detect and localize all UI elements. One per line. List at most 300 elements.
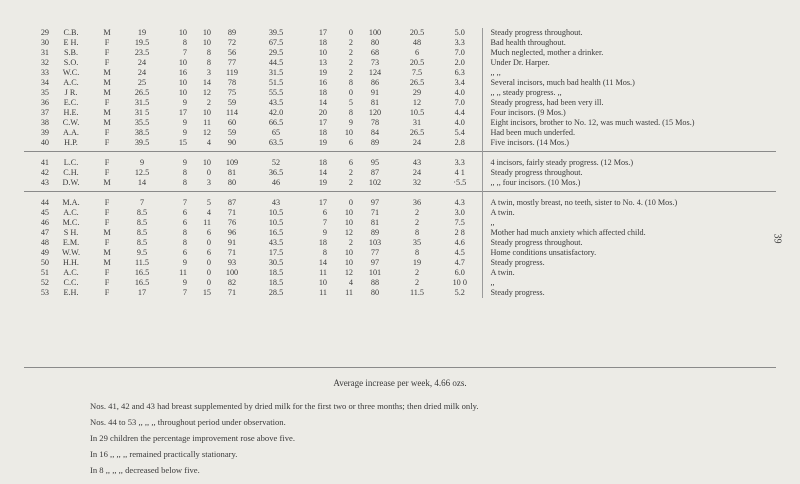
table-cell: F	[104, 218, 110, 227]
table-cell: 10	[188, 152, 212, 169]
table-cell: 100	[225, 268, 239, 277]
table-cell: 8	[182, 38, 187, 47]
table-cell: 11.5	[409, 288, 425, 297]
table-cell: 46	[271, 178, 281, 187]
table-cell: 8.5	[136, 228, 148, 237]
table-row	[24, 38, 776, 48]
table-cell: 7	[122, 192, 162, 209]
table-cell: 124	[368, 68, 382, 77]
table-cell: L.C.	[50, 152, 92, 169]
table-cell: 9	[182, 128, 187, 137]
table-cell: 17	[300, 192, 328, 209]
table-cell: D.W.	[62, 178, 80, 187]
table-cell: 18	[300, 152, 328, 169]
table-cell: 20.5	[409, 28, 425, 37]
table-cell: 14	[318, 168, 327, 177]
footnote: In 16 ,, ,, ,, remained practically stationary.	[90, 449, 238, 459]
table-cell: 2	[414, 208, 420, 217]
table-row	[24, 28, 776, 38]
table-cell: 39.5	[268, 28, 284, 37]
table-cell: 19	[318, 138, 327, 147]
table-cell: 18.5	[268, 278, 284, 287]
table-cell: F	[104, 58, 110, 67]
table-cell: 6	[322, 208, 327, 217]
table-cell: E.M.	[62, 238, 80, 247]
table-cell: 97	[354, 192, 396, 209]
table-cell: 20.5	[409, 58, 425, 67]
table-cell: 114	[226, 108, 238, 117]
table-cell: 89	[227, 28, 237, 37]
table-cell: F	[104, 38, 110, 47]
table-row	[24, 192, 776, 209]
table-cell: 55.5	[268, 88, 284, 97]
table-cell: 33	[40, 68, 49, 77]
table-cell: 12	[202, 88, 211, 97]
table-cell: M	[103, 108, 111, 117]
table-cell: 82	[227, 278, 237, 287]
table-cell: 6	[182, 208, 187, 217]
table-cell: A.C.	[63, 268, 79, 277]
table-cell: 5.2	[454, 288, 465, 297]
table-cell: 80	[370, 38, 380, 47]
table-cell: 109	[212, 152, 252, 169]
remarks-cell: Steady progress.	[482, 258, 776, 268]
table-cell: 9	[322, 228, 327, 237]
table-cell: 91	[370, 88, 380, 97]
table-cell: 7	[182, 48, 187, 57]
table-cell: 14	[318, 98, 327, 107]
table-cell: 5.0	[454, 28, 465, 37]
table-cell: 17	[318, 28, 327, 37]
table-cell: 15	[202, 288, 211, 297]
table-cell: 16	[178, 68, 187, 77]
table-cell: 81	[370, 218, 380, 227]
table-cell: F	[104, 288, 110, 297]
table-cell: 10	[344, 248, 353, 257]
table-cell: 42.0	[268, 108, 284, 117]
table-cell: 7	[322, 218, 327, 227]
table-cell: M	[103, 78, 111, 87]
table-cell: H.P.	[64, 138, 78, 147]
table-cell: F	[104, 268, 110, 277]
table-cell: 10	[178, 78, 187, 87]
table-cell: 12	[412, 98, 422, 107]
table-row	[24, 168, 776, 178]
table-cell: 8.5	[136, 238, 148, 247]
remarks-cell: A twin, mostly breast, no teeth, sister to No. 4. (10 Mos.)	[482, 192, 776, 209]
table-cell: 6.0	[454, 268, 465, 277]
table-cell: 9	[182, 258, 187, 267]
table-cell: 29.5	[268, 48, 284, 57]
table-cell: 14	[202, 78, 211, 87]
table-cell: 4.0	[454, 118, 465, 127]
table-cell: 32	[40, 58, 49, 67]
table-cell: 36.5	[268, 168, 284, 177]
table-cell: 44	[24, 192, 50, 209]
table-cell: 10	[344, 218, 353, 227]
table-cell: 6	[328, 152, 354, 169]
table-cell: 63.5	[268, 138, 284, 147]
table-cell: 35	[40, 88, 49, 97]
table-cell: 31 5	[134, 108, 150, 117]
table-cell: 88	[370, 278, 380, 287]
table-cell: 4.7	[454, 258, 465, 267]
table-cell: H.E.	[63, 108, 79, 117]
table-cell: 80	[227, 178, 237, 187]
footnotes	[90, 398, 478, 478]
remarks-cell: ,, ,, four incisors. (10 Mos.)	[482, 178, 776, 192]
table-cell: J R.	[64, 88, 78, 97]
table-cell: 86	[370, 78, 380, 87]
table-cell: 9	[182, 98, 187, 107]
table-cell: 0	[348, 28, 353, 37]
table-cell: M	[103, 68, 111, 77]
table-cell: 31.5	[134, 98, 150, 107]
table-cell: 26.5	[134, 88, 150, 97]
table-cell: 2	[348, 168, 353, 177]
table-cell: 59	[227, 98, 237, 107]
remarks-cell: Eight incisors, brother to No. 12, was much wasted. (15 Mos.)	[482, 118, 776, 128]
table-cell: A.C.	[63, 208, 79, 217]
table-cell: 35.5	[134, 118, 150, 127]
table-cell: 10.5	[409, 108, 425, 117]
table-cell: 5	[188, 192, 212, 209]
table-cell: 8	[182, 178, 187, 187]
table-cell: 11	[319, 288, 327, 297]
table-cell: 38	[40, 118, 49, 127]
table-cell: 30	[40, 38, 49, 47]
remarks-cell: Steady progress throughout.	[482, 168, 776, 178]
table-cell: 6	[182, 218, 187, 227]
page-number: 39	[771, 233, 783, 244]
table-cell: 89	[370, 138, 380, 147]
table-cell: 14	[137, 178, 147, 187]
table-cell: 2	[348, 68, 353, 77]
table-cell: 2	[348, 238, 353, 247]
table-cell: 8	[206, 48, 211, 57]
table-cell: E.H.	[63, 288, 79, 297]
table-row	[24, 228, 776, 238]
table-cell: M	[103, 258, 111, 267]
table-cell: 38.5	[134, 128, 150, 137]
table-cell: 66.5	[268, 118, 284, 127]
table-cell: 7.5	[454, 218, 465, 227]
remarks-cell: Bad health throughout.	[482, 38, 776, 48]
table-cell: 100	[368, 28, 382, 37]
table-cell: 18	[318, 128, 327, 137]
table-row	[24, 58, 776, 68]
table-cell: 2	[414, 268, 420, 277]
footnote: In 29 children the percentage improvement rose above five.	[90, 433, 295, 443]
table-cell: 10	[178, 28, 187, 37]
table-cell: 32	[412, 178, 422, 187]
average-rule	[24, 367, 776, 368]
table-cell: S.B.	[63, 48, 79, 57]
table-cell: 11	[345, 288, 353, 297]
table-cell: 19	[137, 28, 147, 37]
table-cell: F	[104, 48, 110, 57]
table-cell: 8	[182, 238, 187, 247]
table-row	[24, 138, 776, 152]
table-cell: 10	[318, 48, 327, 57]
table-cell: 3.0	[454, 208, 465, 217]
table-cell: M	[103, 28, 111, 37]
remarks-cell: Steady progress.	[482, 288, 776, 298]
table-cell: 19	[318, 178, 327, 187]
table-cell: 16.5	[134, 268, 150, 277]
table-cell: 75	[227, 88, 237, 97]
table-cell: 17.5	[268, 248, 284, 257]
average-increase-text: Average increase per week, 4.66 ozs.	[333, 378, 467, 388]
table-cell: 6	[182, 248, 187, 257]
table-cell: 101	[368, 268, 382, 277]
table-cell: 19	[412, 258, 422, 267]
table-cell: 4.0	[454, 88, 465, 97]
table-row	[24, 218, 776, 228]
table-cell: 2	[348, 58, 353, 67]
table-cell: 4.5	[454, 248, 465, 257]
table-row	[24, 208, 776, 218]
table-cell: 18	[318, 88, 327, 97]
table-cell: 71	[227, 208, 237, 217]
table-cell: 10	[202, 28, 211, 37]
table-cell: 17	[178, 108, 187, 117]
table-cell: 12	[344, 268, 353, 277]
table-cell: F	[104, 98, 110, 107]
remarks-cell: Steady progress, had been very ill.	[482, 98, 776, 108]
table-cell: 17	[318, 118, 327, 127]
table-cell: 26.5	[409, 128, 425, 137]
table-cell: 77	[370, 248, 380, 257]
table-cell: 7.5	[411, 68, 423, 77]
table-cell: 10	[344, 208, 353, 217]
table-cell: 71	[227, 288, 237, 297]
results-table	[24, 28, 776, 298]
table-cell: 36	[396, 192, 438, 209]
table-cell: 43	[396, 152, 438, 169]
table-cell: 0	[328, 192, 354, 209]
remarks-cell: Steady progress throughout.	[482, 238, 776, 248]
table-cell: 8.5	[136, 218, 148, 227]
table-cell: 3	[206, 68, 211, 77]
table-cell: 7.0	[454, 48, 465, 57]
table-cell: 43.5	[268, 238, 284, 247]
remarks-cell: Mother had much anxiety which affected child.	[482, 228, 776, 238]
table-cell: 12.5	[134, 168, 150, 177]
table-cell: 29	[40, 28, 49, 37]
table-cell: E.C.	[63, 98, 79, 107]
table-cell: 73	[370, 58, 380, 67]
table-cell: 19	[318, 68, 327, 77]
table-cell: 30.5	[268, 258, 284, 267]
table-cell: 5	[348, 98, 353, 107]
table-cell: 15	[178, 138, 187, 147]
table-cell: 2	[348, 48, 353, 57]
table-cell: 84	[370, 128, 380, 137]
table-row	[24, 258, 776, 268]
table-cell: 10	[318, 278, 327, 287]
remarks-cell: ,, ,,	[482, 68, 776, 78]
table-cell: E H.	[63, 38, 79, 47]
table-cell: 78	[227, 78, 237, 87]
table-cell: 78	[370, 118, 380, 127]
table-cell: 2	[206, 98, 211, 107]
table-cell: 2.8	[454, 138, 465, 147]
remarks-cell: ,,	[482, 278, 776, 288]
table-cell: F	[104, 238, 110, 247]
table-cell: 87	[212, 192, 252, 209]
table-cell: 119	[226, 68, 238, 77]
table-cell: 52	[252, 152, 300, 169]
table-cell: 11	[179, 268, 187, 277]
table-cell: S H.	[63, 228, 79, 237]
table-cell: M.C.	[62, 218, 80, 227]
table-cell: 23.5	[134, 48, 150, 57]
table-cell: 0	[206, 238, 211, 247]
table-row	[24, 78, 776, 88]
remarks-cell: Several incisors, much bad health (11 Mos.)	[482, 78, 776, 88]
table-cell: 5.4	[454, 128, 465, 137]
table-cell: 18.5	[268, 268, 284, 277]
remarks-cell: Under Dr. Harper.	[482, 58, 776, 68]
table-cell: F	[92, 192, 122, 209]
table-cell: 12	[344, 228, 353, 237]
table-cell: 67.5	[268, 38, 284, 47]
table-cell: 11.5	[134, 258, 150, 267]
footnote: Nos. 41, 42 and 43 had breast supplemented by dried milk for the first two or three months; then dried milk only.	[90, 401, 479, 411]
table-cell: 0	[206, 278, 211, 287]
table-cell: W.W.	[61, 248, 81, 257]
table-cell: 47	[40, 228, 49, 237]
table-cell: A.A.	[63, 128, 79, 137]
table-cell: 20	[318, 108, 327, 117]
table-cell: 93	[227, 258, 237, 267]
table-cell: 8.5	[136, 208, 148, 217]
table-cell: 81	[227, 168, 237, 177]
remarks-cell: A twin.	[482, 208, 776, 218]
table-cell: F	[104, 128, 110, 137]
table-cell: 26.5	[409, 78, 425, 87]
table-cell: 18	[318, 238, 327, 247]
table-cell: M	[103, 88, 111, 97]
table-cell: 10 0	[452, 278, 467, 287]
table-cell: M	[103, 178, 111, 187]
table-cell: M	[103, 248, 111, 257]
table-row	[24, 268, 776, 278]
remarks-cell: Five incisors. (14 Mos.)	[482, 138, 776, 152]
table-cell: 24	[412, 138, 422, 147]
table-cell: 6	[348, 138, 353, 147]
table-cell: 8	[348, 108, 353, 117]
table-cell: 46	[40, 218, 49, 227]
table-cell: 31	[412, 118, 422, 127]
table-cell: 97	[370, 258, 380, 267]
table-cell: 0	[206, 168, 211, 177]
table-cell: 10.5	[268, 208, 284, 217]
table-cell: 9	[162, 152, 188, 169]
table-cell: 71	[227, 248, 237, 257]
table-cell: S.O.	[63, 58, 79, 67]
table-cell: 4.4	[454, 108, 465, 117]
table-cell: 34	[40, 78, 49, 87]
table-cell: W.C.	[62, 68, 80, 77]
table-cell: 77	[227, 58, 237, 67]
table-cell: 2	[414, 218, 420, 227]
remarks-cell: Had been much underfed.	[482, 128, 776, 138]
table-cell: 8	[182, 228, 187, 237]
table-cell: F	[92, 152, 122, 169]
table-cell: 2	[414, 278, 420, 287]
table-cell: 76	[227, 218, 237, 227]
table-cell: 39.5	[134, 138, 150, 147]
table-cell: 24	[137, 58, 147, 67]
table-cell: 96	[227, 228, 237, 237]
table-cell: 2.0	[454, 58, 465, 67]
table-cell: 4	[206, 138, 211, 147]
table-cell: 103	[368, 238, 382, 247]
table-cell: 10.5	[268, 218, 284, 227]
table-cell: M.A.	[50, 192, 92, 209]
table-cell: 51.5	[268, 78, 284, 87]
table-cell: 68	[370, 48, 380, 57]
table-cell: 16.5	[268, 228, 284, 237]
table-cell: 3.3	[438, 152, 482, 169]
table-cell: F	[104, 278, 110, 287]
table-cell: 59	[227, 128, 237, 137]
table-cell: 31.5	[268, 68, 284, 77]
table-cell: C.B.	[63, 28, 79, 37]
table-row	[24, 178, 776, 192]
table-cell: 81	[370, 98, 380, 107]
table-cell: 60	[227, 118, 237, 127]
table-cell: 6	[206, 248, 211, 257]
table-cell: 10	[178, 58, 187, 67]
table-cell: 16.5	[134, 278, 150, 287]
table-cell: 40	[40, 138, 49, 147]
table-cell: 48	[40, 238, 49, 247]
table-cell: 95	[354, 152, 396, 169]
footnote: Nos. 44 to 53 ,, ,, ,, throughout period under observation.	[90, 417, 286, 427]
table-cell: 56	[227, 48, 237, 57]
table-cell: 17	[137, 288, 147, 297]
table-cell: 4	[206, 208, 211, 217]
table-cell: ·5.5	[453, 178, 467, 187]
footnote: In 8 ,, ,, ,, decreased below five.	[90, 465, 200, 475]
table-cell: 9	[182, 118, 187, 127]
table-cell: 4	[348, 278, 353, 287]
table-cell: 9	[122, 152, 162, 169]
table-cell: 8	[414, 248, 420, 257]
table-cell: 37	[40, 108, 49, 117]
table-cell: 11	[203, 118, 211, 127]
table-row	[24, 278, 776, 288]
table-cell: 7	[182, 288, 187, 297]
table-cell: 19.5	[134, 38, 150, 47]
table-cell: 4 1	[454, 168, 465, 177]
table-cell: 11	[203, 218, 211, 227]
table-cell: 89	[370, 228, 380, 237]
table-cell: M	[103, 118, 111, 127]
table-cell: 8	[206, 58, 211, 67]
table-row	[24, 238, 776, 248]
table-cell: C.W.	[62, 118, 80, 127]
table-cell: 87	[370, 168, 380, 177]
table-cell: 6	[206, 228, 211, 237]
table-row	[24, 128, 776, 138]
table-cell: 12	[202, 128, 211, 137]
table-cell: 10	[344, 258, 353, 267]
table-cell: 91	[227, 238, 237, 247]
